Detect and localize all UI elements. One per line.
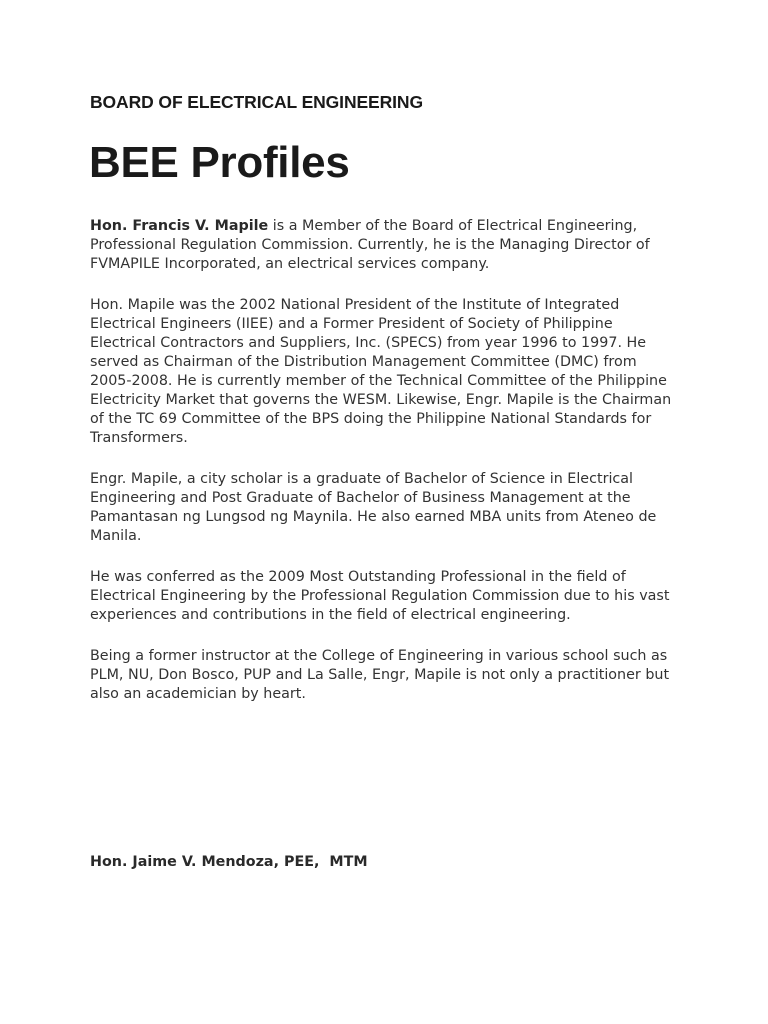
profile-name: Hon. Francis V. Mapile (90, 218, 269, 234)
profile-intro-text: is a Member of the Board of Electrical Engineering, Professional Regulation Commission. Currently, he is the Managing Director of FVMAPILE Incorporated, an electrical services company. (90, 218, 650, 272)
profile-paragraph: Being a former instructor at the College of Engineering in various school such as PLM, NU, Don Bosco, PUP and La Salle, Engr, Mapile is not only a practitioner but also an academician by heart. (90, 648, 670, 702)
page-title: BEE Profiles (89, 138, 350, 187)
profile-intro-paragraph (90, 217, 680, 274)
profile-paragraph: Hon. Mapile was the 2002 National President of the Institute of Integrated Electrical Engineers (IIEE) and a Former President of Society of Philippine Electrical Contractors and Suppliers, Inc. (SPECS) from year 1996 to 1997. He served as Chairman of the Distribution Management Committee (DMC) from 2005-2008. He is currently member of the Technical Committee of the Philippine Electricity Market that governs the WESM. Likewise, Engr. Mapile is the Chairman of the TC 69 Committee of the BPS doing the Philippine National Standards for Transformers. (90, 297, 672, 446)
profile-francis-mapile (90, 217, 680, 726)
profile-paragraph: Engr. Mapile, a city scholar is a graduate of Bachelor of Science in Electrical Engineering and Post Graduate of Bachelor of Business Management at the Pamantasan ng Lungsod ng Maynila. He also earned MBA units from Ateneo de Manila. (90, 471, 657, 544)
profile-paragraph: He was conferred as the 2009 Most Outstanding Professional in the field of Electrical Engineering by the Professional Regulation Commission due to his vast experiences and contributions in the field of electrical engineering. (90, 569, 670, 623)
profile-name-jaime-mendoza: Hon. Jaime V. Mendoza, PEE, MTM (90, 854, 368, 870)
org-heading: BOARD OF ELECTRICAL ENGINEERING (90, 92, 423, 112)
